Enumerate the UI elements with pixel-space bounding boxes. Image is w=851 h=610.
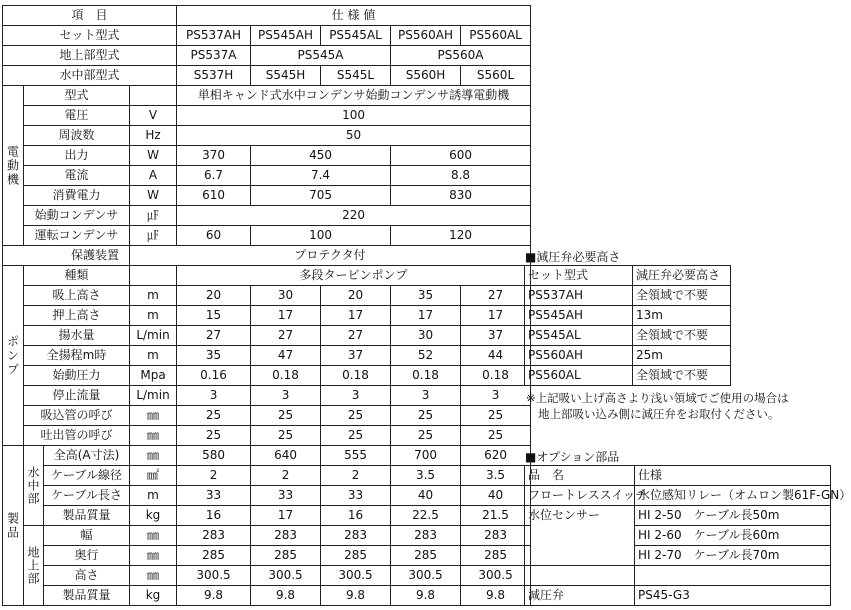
model-cell: PS560AH [391, 26, 461, 46]
row-label: 電流 [24, 166, 130, 186]
row-label: 吸込管の呼び [24, 406, 130, 426]
motor-row [3, 166, 531, 186]
unit-cell: ㎜ [130, 446, 177, 466]
value-cell: 25 [321, 426, 391, 446]
value-cell: 25 [251, 406, 321, 426]
unit-cell: ㎜ [130, 406, 177, 426]
value-cell: 25 [321, 406, 391, 426]
underwater-row [3, 446, 531, 466]
model-cell: PS560A [391, 46, 531, 66]
value-cell: 285 [251, 546, 321, 566]
value-cell: 30 [391, 326, 461, 346]
value-cell: 27 [461, 286, 531, 306]
valve-note-1: ※上記吸い上げ高さより浅い領域でご使用の場合は [526, 391, 789, 405]
unit-cell: ㎌ [130, 206, 177, 226]
value-cell: 100 [251, 226, 391, 246]
unit-cell: ㎜ [130, 546, 177, 566]
value-cell: 20 [177, 286, 251, 306]
row-label: 幅 [44, 526, 130, 546]
row-label: 保護装置 [3, 246, 130, 266]
motor-group-label: 電動機 [3, 86, 24, 246]
pump-group-label: ポンプ [3, 266, 24, 446]
value-cell: 25 [177, 406, 251, 426]
unit-cell: ㎜ [130, 566, 177, 586]
value-cell: 17 [461, 306, 531, 326]
value-cell: 25 [461, 406, 531, 426]
pump-row [3, 346, 531, 366]
value-cell: 700 [391, 446, 461, 466]
value-cell: 33 [251, 486, 321, 506]
valve-height: 全領域で不要 [633, 286, 731, 306]
row-label: 消費電力 [24, 186, 130, 206]
value-cell: 17 [391, 306, 461, 326]
option-spec: HI 2-70 ケーブル長70m [635, 546, 831, 566]
valve-note-2: 地上部吸い込み側に減圧弁をお取付ください。 [538, 407, 780, 421]
value-cell: 47 [251, 346, 321, 366]
valve-row [525, 286, 731, 306]
model-cell: PS545AL [321, 26, 391, 46]
value-cell: 300.5 [251, 566, 321, 586]
unit-cell: m [130, 346, 177, 366]
value-cell: 610 [177, 186, 251, 206]
unit-cell: m [130, 306, 177, 326]
valve-height: 全領域で不要 [633, 326, 731, 346]
option-blank [635, 566, 831, 586]
model-cell: S545L [321, 66, 391, 86]
pump-row [3, 406, 531, 426]
value-cell: 220 [177, 206, 531, 226]
pump-row [3, 366, 531, 386]
row-label: 運転コンデンサ [24, 226, 130, 246]
valve-row [525, 346, 731, 366]
value-cell: 単相キャンド式水中コンデンサ始動コンデンサ誘導電動機 [177, 86, 531, 106]
pump-row [3, 426, 531, 446]
value-cell: 285 [177, 546, 251, 566]
row-label: 吸上高さ [24, 286, 130, 306]
above-sub-label: 地上部 [24, 526, 44, 606]
options-head-name: 品 名 [525, 466, 635, 486]
unit-cell: m [130, 286, 177, 306]
above-row [3, 566, 531, 586]
valve-row [525, 306, 731, 326]
option-name: 水位センサー [525, 506, 635, 566]
value-cell: 6.7 [177, 166, 251, 186]
value-cell: 300.5 [321, 566, 391, 586]
motor-row [3, 186, 531, 206]
header-row [3, 6, 531, 26]
option-spec: 水位感知リレー（オムロン製61F-GN） [635, 486, 831, 506]
value-cell: 620 [461, 446, 531, 466]
valve-height: 25m [633, 346, 731, 366]
value-cell: 20 [321, 286, 391, 306]
above-model-row [3, 46, 531, 66]
value-cell: 27 [251, 326, 321, 346]
row-label: 周波数 [24, 126, 130, 146]
value-cell: 25 [177, 426, 251, 446]
value-cell: 120 [391, 226, 531, 246]
row-label: 高さ [44, 566, 130, 586]
value-cell: 283 [391, 526, 461, 546]
row-label: 全揚程m時 [24, 346, 130, 366]
model-cell: S537H [177, 66, 251, 86]
value-cell: 17 [321, 306, 391, 326]
options-row-sensor [525, 506, 831, 526]
unit-cell: ㎟ [130, 466, 177, 486]
value-cell: 3 [391, 386, 461, 406]
row-label: ケーブル線径 [44, 466, 130, 486]
value-cell: 285 [321, 546, 391, 566]
valve-table [524, 265, 731, 386]
row-label: 水中部型式 [3, 66, 177, 86]
valve-title: ■減圧弁必要高さ [525, 250, 621, 264]
value-cell: 16 [321, 506, 391, 526]
value-cell: 2 [321, 466, 391, 486]
value-cell: 9.8 [321, 586, 391, 606]
value-cell: 15 [177, 306, 251, 326]
value-cell: 35 [391, 286, 461, 306]
value-cell: 3 [251, 386, 321, 406]
value-cell: 8.8 [391, 166, 531, 186]
options-row-floatless [525, 486, 831, 506]
unit-cell: kg [130, 586, 177, 606]
value-cell: 3 [461, 386, 531, 406]
underwater-row [3, 506, 531, 526]
valve-model: PS545AL [525, 326, 633, 346]
option-name: フロートレススイッチ [525, 486, 635, 506]
valve-head-row [525, 266, 731, 286]
unit-cell: ㎜ [130, 426, 177, 446]
value-cell: 3.5 [391, 466, 461, 486]
value-cell: 283 [177, 526, 251, 546]
value-cell: 7.4 [251, 166, 391, 186]
value-cell: 21.5 [461, 506, 531, 526]
header-spec-values: 仕 様 値 [177, 6, 531, 26]
unit-cell: ㎜ [130, 526, 177, 546]
value-cell: 2 [177, 466, 251, 486]
row-label: ケーブル長さ [44, 486, 130, 506]
option-spec: HI 2-60 ケーブル長60m [635, 526, 831, 546]
underwater-sub-label: 水中部 [24, 446, 44, 526]
value-cell: 600 [391, 146, 531, 166]
value-cell: 17 [251, 306, 321, 326]
value-cell: 27 [321, 326, 391, 346]
above-row [3, 546, 531, 566]
valve-head-height: 減圧弁必要高さ [633, 266, 731, 286]
valve-model: PS537AH [525, 286, 633, 306]
value-cell: 9.8 [177, 586, 251, 606]
row-label: 地上部型式 [3, 46, 177, 66]
pump-row [3, 306, 531, 326]
above-row [3, 526, 531, 546]
value-cell: 25 [391, 406, 461, 426]
options-table [524, 465, 851, 606]
motor-row [3, 106, 531, 126]
value-cell: 25 [251, 426, 321, 446]
row-label: 押上高さ [24, 306, 130, 326]
option-blank [525, 566, 635, 586]
value-cell: 3 [321, 386, 391, 406]
value-cell: 25 [391, 426, 461, 446]
value-cell: 30 [251, 286, 321, 306]
pump-row [3, 386, 531, 406]
motor-row [3, 226, 531, 246]
value-cell: 283 [251, 526, 321, 546]
unit-cell: L/min [130, 326, 177, 346]
value-cell: 0.18 [321, 366, 391, 386]
value-cell: 640 [251, 446, 321, 466]
unit-cell: W [130, 146, 177, 166]
options-row-blank [525, 566, 831, 586]
pump-row [3, 326, 531, 346]
pump-row [3, 286, 531, 306]
value-cell: 0.18 [461, 366, 531, 386]
unit-cell: L/min [130, 386, 177, 406]
option-spec: HI 2-50 ケーブル長50m [635, 506, 831, 526]
row-label: 型式 [24, 86, 130, 106]
value-cell: 285 [391, 546, 461, 566]
option-spec: PS45-G3 [635, 586, 831, 606]
row-label: 奥行 [44, 546, 130, 566]
row-label: 電圧 [24, 106, 130, 126]
value-cell: 830 [391, 186, 531, 206]
value-cell: 44 [461, 346, 531, 366]
valve-row [525, 366, 731, 386]
motor-row [3, 126, 531, 146]
model-cell: PS560AL [461, 26, 531, 46]
value-cell: 0.18 [251, 366, 321, 386]
value-cell: プロテクタ付 [130, 246, 531, 266]
value-cell: 0.16 [177, 366, 251, 386]
unit-cell: Mpa [130, 366, 177, 386]
options-head-spec: 仕様 [635, 466, 831, 486]
row-label: 出力 [24, 146, 130, 166]
underwater-row [3, 486, 531, 506]
model-cell: PS545A [251, 46, 391, 66]
options-title: ■オプション部品 [525, 450, 620, 464]
valve-height: 13m [633, 306, 731, 326]
unit-cell: kg [130, 506, 177, 526]
motor-row [3, 146, 531, 166]
underwater-row [3, 466, 531, 486]
model-cell: PS545AH [251, 26, 321, 46]
value-cell: 52 [391, 346, 461, 366]
value-cell: 2 [251, 466, 321, 486]
row-label: 始動圧力 [24, 366, 130, 386]
unit-cell: A [130, 166, 177, 186]
motor-row [3, 206, 531, 226]
header-item: 項 目 [3, 6, 177, 26]
unit-cell [130, 266, 177, 286]
value-cell: 多段タービンポンプ [177, 266, 531, 286]
value-cell: 0.18 [391, 366, 461, 386]
model-cell: S560H [391, 66, 461, 86]
valve-head-model: セット型式 [525, 266, 633, 286]
motor-row [3, 86, 531, 106]
value-cell: 300.5 [391, 566, 461, 586]
value-cell: 60 [177, 226, 251, 246]
value-cell: 25 [461, 426, 531, 446]
under-model-row [3, 66, 531, 86]
value-cell: 9.8 [251, 586, 321, 606]
value-cell: 40 [391, 486, 461, 506]
row-label: 製品質量 [44, 506, 130, 526]
row-label: 揚水量 [24, 326, 130, 346]
valve-row [525, 326, 731, 346]
value-cell: 35 [177, 346, 251, 366]
value-cell: 285 [461, 546, 531, 566]
value-cell: 300.5 [177, 566, 251, 586]
model-cell: PS537A [177, 46, 251, 66]
value-cell: 33 [177, 486, 251, 506]
options-head-row [525, 466, 831, 486]
unit-cell [130, 86, 177, 106]
valve-model: PS560AL [525, 366, 633, 386]
value-cell: 283 [321, 526, 391, 546]
value-cell: 33 [321, 486, 391, 506]
value-cell: 3 [177, 386, 251, 406]
valve-height: 全領域で不要 [633, 366, 731, 386]
row-label: 停止流量 [24, 386, 130, 406]
unit-cell: W [130, 186, 177, 206]
unit-cell: ㎌ [130, 226, 177, 246]
valve-model: PS545AH [525, 306, 633, 326]
value-cell: 17 [251, 506, 321, 526]
valve-model: PS560AH [525, 346, 633, 366]
value-cell: 283 [461, 526, 531, 546]
above-row [3, 586, 531, 606]
value-cell: 37 [461, 326, 531, 346]
product-group-label: 製品 [3, 446, 24, 606]
row-label: セット型式 [3, 26, 177, 46]
pump-row [3, 266, 531, 286]
value-cell: 50 [177, 126, 531, 146]
value-cell: 370 [177, 146, 251, 166]
value-cell: 705 [251, 186, 391, 206]
model-cell: S545H [251, 66, 321, 86]
option-name: 減圧弁 [525, 586, 635, 606]
model-cell: S560L [461, 66, 531, 86]
value-cell: 300.5 [461, 566, 531, 586]
row-label: 始動コンデンサ [24, 206, 130, 226]
value-cell: 450 [251, 146, 391, 166]
unit-cell: m [130, 486, 177, 506]
unit-cell: V [130, 106, 177, 126]
value-cell: 100 [177, 106, 531, 126]
row-label: 種類 [24, 266, 130, 286]
model-cell: PS537AH [177, 26, 251, 46]
value-cell: 3.5 [461, 466, 531, 486]
unit-cell: Hz [130, 126, 177, 146]
value-cell: 580 [177, 446, 251, 466]
value-cell: 16 [177, 506, 251, 526]
value-cell: 22.5 [391, 506, 461, 526]
value-cell: 37 [321, 346, 391, 366]
value-cell: 9.8 [461, 586, 531, 606]
value-cell: 555 [321, 446, 391, 466]
value-cell: 27 [177, 326, 251, 346]
row-label: 吐出管の呼び [24, 426, 130, 446]
row-label: 製品質量 [44, 586, 130, 606]
set-model-row [3, 26, 531, 46]
row-label: 全高(A寸法) [44, 446, 130, 466]
protection-row [3, 246, 531, 266]
options-row-valve [525, 586, 831, 606]
value-cell: 9.8 [391, 586, 461, 606]
value-cell: 40 [461, 486, 531, 506]
spec-table [2, 5, 531, 606]
